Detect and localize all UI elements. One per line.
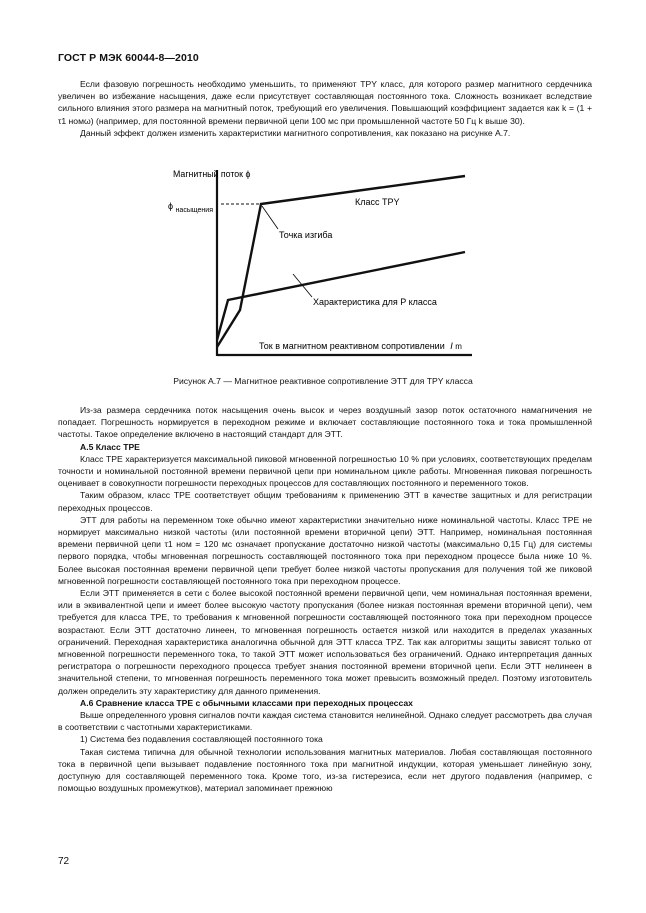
body-text xyxy=(58,404,592,795)
tpy-label: Класс TPY xyxy=(355,197,400,207)
x-axis-label xyxy=(259,341,462,351)
paragraph: Данный эффект должен изменить характеристики магнитного сопротивления, как показано на рисунке А.7. xyxy=(80,127,511,138)
p-class-label: Характеристика для P класса xyxy=(313,297,437,307)
saturation-label xyxy=(168,201,213,214)
section-heading-a6: А.6 Сравнение класса TPE с обычными классами при переходных процессах xyxy=(80,697,413,708)
x-axis-subscript: m xyxy=(455,342,462,351)
x-axis-text: Ток в магнитном реактивном сопротивлении xyxy=(259,341,445,351)
knee-pointer xyxy=(262,206,278,229)
x-axis-symbol: I xyxy=(450,341,453,351)
saturation-symbol: ϕ xyxy=(168,201,174,211)
section-heading-a5: А.5 Класс TPE xyxy=(80,441,140,452)
paragraph: Таким образом, класс TPE соответствует общим требованиям к применению ЭТТ в качестве защитных и для регистрации переходных процессов. xyxy=(58,490,592,513)
p-class-curve xyxy=(217,252,465,340)
paragraph: Если ЭТТ применяется в сети с более высокой постоянной времени первичной цепи, чем номинальная постоянная времени, или в эквивалентной цепи и имеет более высокую частоту пропускания (более низкая постоянная времени вторичной цепи), чем требуется для класса TPE, то требования к мгновенной погрешности составляющей постоянного тока при переходном процессе возрастают. Если ЭТТ достаточно линеен, то мгновенная погрешность остается низкой или находится в пределах указанных ограничений. Переходная характеристика аналогична обычной для ЭТТ класса TPZ. Так как алгоритмы защиты зависят только от мгновенной погрешности переменного тока, то такой ЭТТ может использоваться без ограничений. Однако интерпретация данных регистратора о погрешности переходного процесса требует знания постоянной времени вторичной цепи. Если ЭТТ нелинеен в значительной степени, то мгновенная погрешность переменного тока может превысить возможный предел. Поэтому изготовитель должен определить эту характеристику для данного применения. xyxy=(58,588,592,696)
paragraph: Выше определенного уровня сигналов почти каждая система становится нелинейной. Однако следует рассмотреть два случая в соответствии с частотными характеристиками. xyxy=(58,710,592,733)
saturation-subscript: насыщения xyxy=(175,207,213,214)
figure-caption: Рисунок А.7 — Магнитное реактивное сопротивление ЭТТ для TPY класса xyxy=(173,376,473,386)
paragraph: Такая система типична для обычной технологии использования магнитных материалов. Любая составляющая постоянного тока в первичной цепи вызывает подавление постоянного тока при магнитной индукции, которая уменьшает линейную зону, доступную для составляющей переменного тока. Кроме того, из-за гистерезиса, если нет другого подавления (например, с помощью воздушных промежутков), материал запоминает прежнюю xyxy=(58,746,592,794)
document-header: ГОСТ Р МЭК 60044-8—2010 xyxy=(58,52,199,64)
knee-label: Точка изгиба xyxy=(279,230,333,240)
paragraph: Если фазовую погрешность необходимо уменьшить, то применяют TPY класс, для которого размер магнитного сердечника увеличен во избежание насыщения, даже если присутствует составляющая постоянного тока. Сложность возникает вследствие сильного влияния этого размера на магнитный поток, требующий его увеличения. Повышающий коэффициент задается как k = (1 + τ1 номω) (например, для постоянной времени первичной цепи 100 мс при промышленной частоте 50 Гц k выше 30). xyxy=(58,79,592,126)
paragraph: Из-за размера сердечника поток насыщения очень высок и через воздушный зазор поток остаточного намагничения не попадает. Погрешность нормируется в переходном режиме и включает составляющие постоянного тока и тока промышленной частоты. Такое определение включено в настоящий стандарт для ЭТТ. xyxy=(58,405,592,440)
paragraph: Класс TPE характеризуется максимальной пиковой мгновенной погрешностью 10 % при условиях, соответствующих пределам точности и номинальной постоянной времени первичной цепи при номинальном цикле работы. Мгновенная пиковая погрешность оценивает в совокупности погрешности переходных процессов для составляющих постоянного и переменного токов. xyxy=(58,453,592,489)
page-number: 72 xyxy=(58,856,70,867)
list-item: 1) Система без подавления составляющей постоянного тока xyxy=(80,734,323,745)
y-axis-label: Магнитный поток ϕ xyxy=(173,169,251,179)
tpy-curve xyxy=(217,176,465,347)
paragraph: ЭТТ для работы на переменном токе обычно имеют характеристики значительно ниже номинальной частоты. Класс TPE не нормирует максимально низкой частоты (или постоянной времени вторичной цепи) ЭТТ. Например, номинальная постоянная времени первичной цепи τ1 ном = 120 мс означает пропускание достаточно низкой частоты (максимально 0,15 Гц) для системы первого порядка, чтобы мгновенная погрешность составляющей постоянного тока при переходном процессе была ниже 10 %. Более высокая постоянная времени первичной цепи требует более низкой частоты пропускания для получения той же пиковой мгновенной погрешности составляющей постоянного тока при переходном процессе. xyxy=(58,514,592,586)
